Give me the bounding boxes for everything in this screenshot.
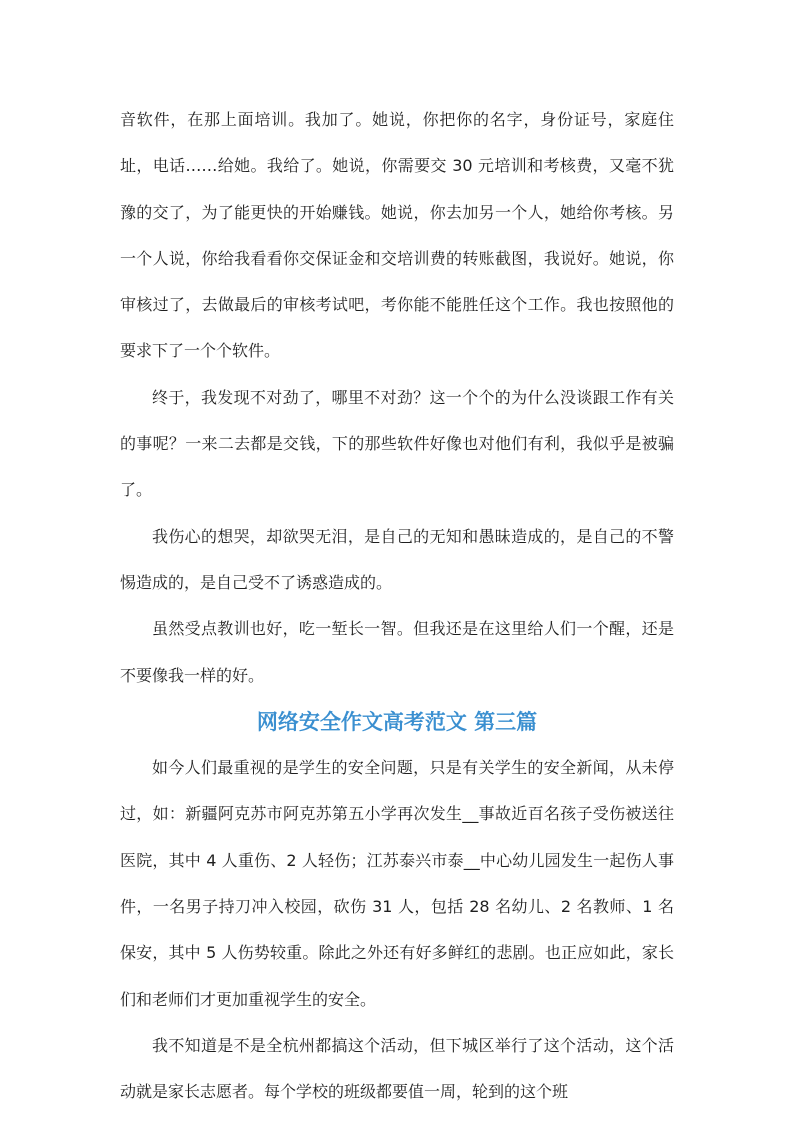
paragraph-1: 音软件，在那上面培训。我加了。她说，你把你的名字，身份证号，家庭住址，电话……给她。我给了。她说，你需要交 30 元培训和考核费，又毫不犹豫的交了，为了能更快的开始赚钱。她说，你去加另一个人，她给你考核。另一个人说，你给我看看你交保证金和交培训费的转账截图，我说好。她说，你审核过了，去做最后的审核考试吧，考你能不能胜任这个工作。我也按照他的要求下了一个个软件。 (120, 110, 674, 361)
paragraph-3: 我伤心的想哭，却欲哭无泪，是自己的无知和愚昧造成的，是自己的不警惕造成的，是自己受不了诱惑造成的。 (120, 526, 674, 592)
paragraph-2: 终于，我发现不对劲了，哪里不对劲？这一个个的为什么没谈跟工作有关的事呢？一来二去都是交钱，下的那些软件好像也对他们有利，我似乎是被骗了。 (120, 387, 674, 500)
paragraph-5: 如今人们最重视的是学生的安全问题，只是有关学生的安全新闻，从未停过，如：新疆阿克苏市阿克苏第五小学再次发生__事故近百名孩子受伤被送往医院，其中 4 人重伤、2 人轻伤；江苏泰兴市泰__中心幼儿园发生一起伤人事件，一名男子持刀冲入校园，砍伤 31 人，包括 28 名幼儿、2 名教师、1 名保安，其中 5 人伤势较重。除此之外还有好多鲜红的悲剧。也正应如此，家长们和老师们才更加重视学生的安全。 (120, 758, 674, 1009)
document-body (120, 97, 674, 1116)
section-heading: 网络安全作文高考范文 第三篇 (256, 709, 538, 734)
paragraph-4: 虽然受点教训也好，吃一堑长一智。但我还是在这里给人们一个醒，还是不要像我一样的好。 (120, 619, 674, 685)
paragraph-6: 我不知道是不是全杭州都搞这个活动，但下城区举行了这个活动，这个活动就是家长志愿者。每个学校的班级都要值一周，轮到的这个班 (120, 1035, 674, 1102)
